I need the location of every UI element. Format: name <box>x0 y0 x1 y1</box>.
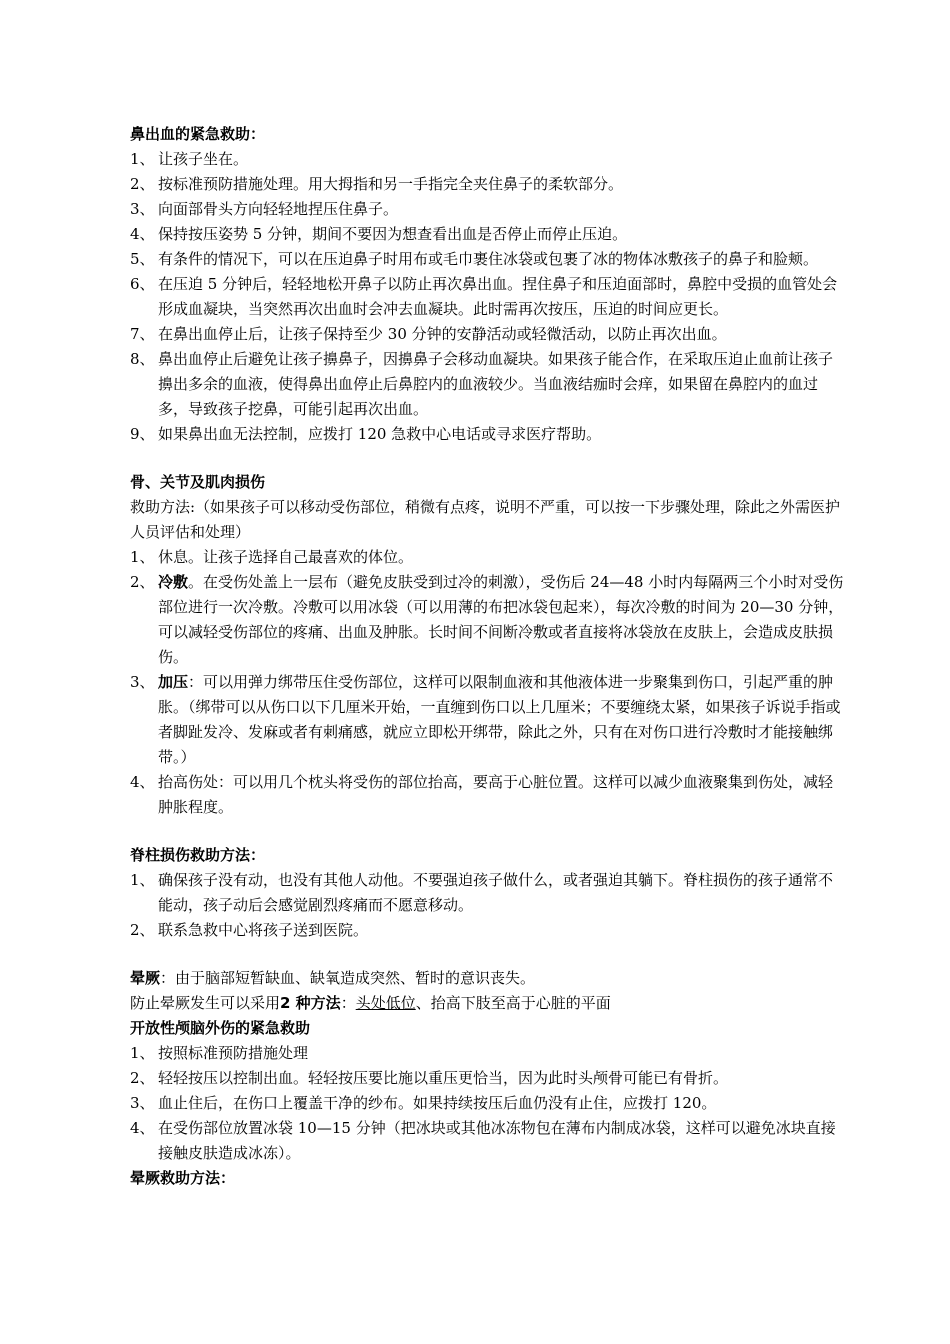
item-number: 5、 <box>130 250 155 268</box>
item-text: 保持按压姿势 5 分钟，期间不要因为想查看出血是否停止而停止压迫。 <box>158 225 628 243</box>
item-number: 3、 <box>130 673 155 691</box>
list-item <box>130 1041 845 1066</box>
list-item <box>130 347 845 422</box>
item-keyword: 冷敷 <box>158 573 189 591</box>
list-item <box>130 272 845 322</box>
list-item <box>130 868 845 918</box>
list-item <box>130 172 845 197</box>
item-number: 1、 <box>130 1044 155 1062</box>
item-text: 让孩子坐在。 <box>158 150 249 168</box>
prevention-prefix: 防止晕厥发生可以采用 <box>130 994 281 1012</box>
item-number: 1、 <box>130 871 155 889</box>
list-item <box>130 1116 845 1166</box>
bone-injury-intro: 救助方法:（如果孩子可以移动受伤部位，稍微有点疼，说明不严重，可以按一下步骤处理，除此之外需医护人员评估和处理） <box>130 498 841 541</box>
item-text: ：可以用弹力绑带压住受伤部位，这样可以限制血液和其他液体进一步聚集到伤口，引起严重的肿胀。（绑带可以从伤口以下几厘米开始，一直缠到伤口以上几厘米；不要缠绕太紧，如果孩子诉说手指或者脚趾发冷、发麻或者有刺痛感，就应立即松开绑带，除此之外，只有在对伤口进行冷敷时才能接触绑带。） <box>158 673 841 766</box>
section-spacer <box>130 820 845 843</box>
prevention-colon: ： <box>340 994 356 1012</box>
item-text: 在受伤部位放置冰袋 10—15 分钟（把冰块或其他冰冻物包在薄布内制成冰袋，这样可以避免冰块直接接触皮肤造成冰冻）。 <box>158 1119 836 1162</box>
list-item <box>130 545 845 570</box>
item-number: 9、 <box>130 425 155 443</box>
section-spacer <box>130 943 845 966</box>
faint-rescue-heading: 晕厥救助方法： <box>130 1169 236 1187</box>
faint-definition-text: ：由于脑部短暂缺血、缺氧造成突然、暂时的意识丧失。 <box>160 969 536 987</box>
item-number: 2、 <box>130 921 155 939</box>
list-item <box>130 770 845 820</box>
item-keyword: 加压 <box>158 673 189 691</box>
list-item <box>130 322 845 347</box>
item-text: 如果鼻出血无法控制，应拨打 120 急救中心电话或寻求医疗帮助。 <box>158 425 602 443</box>
nosebleed-heading: 鼻出血的紧急救助： <box>130 125 266 143</box>
list-item <box>130 422 845 447</box>
spine-injury-heading: 脊柱损伤救助方法： <box>130 846 266 864</box>
item-text: 血止住后，在伤口上覆盖干净的纱布。如果持续按压后血仍没有止住，应拨打 120。 <box>158 1094 717 1112</box>
document-page <box>130 122 845 1191</box>
faint-definition <box>130 966 845 991</box>
item-text: 抬高伤处：可以用几个枕头将受伤的部位抬高，要高于心脏位置。这样可以减少血液聚集到伤处，减轻肿胀程度。 <box>158 773 834 816</box>
item-text: 按照标准预防措施处理 <box>158 1044 309 1062</box>
faint-prevention <box>130 991 845 1016</box>
head-injury-heading: 开放性颅脑外伤的紧急救助 <box>130 1019 311 1037</box>
item-number: 3、 <box>130 200 155 218</box>
item-text: 鼻出血停止后避免让孩子擤鼻子，因擤鼻子会移动血凝块。如果孩子能合作，在采取压迫止血前让孩子擤出多余的血液，使得鼻出血停止后鼻腔内的血液较少。当血液结痂时会痒，如果留在鼻腔内的血过多，导致孩子挖鼻，可能引起再次出血。 <box>158 350 834 418</box>
prevention-underlined: 头处低位 <box>355 994 416 1012</box>
nosebleed-list <box>130 147 845 447</box>
list-item <box>130 1091 845 1116</box>
item-text: 轻轻按压以控制出血。轻轻按压要比施以重压更恰当，因为此时头颅骨可能已有骨折。 <box>158 1069 729 1087</box>
faint-label: 晕厥 <box>130 969 161 987</box>
item-number: 1、 <box>130 548 155 566</box>
item-text: 向面部骨头方向轻轻地捏压住鼻子。 <box>158 200 399 218</box>
item-number: 4、 <box>130 773 155 791</box>
item-number: 2、 <box>130 175 155 193</box>
list-item <box>130 247 845 272</box>
list-item <box>130 570 845 670</box>
item-text: 在鼻出血停止后，让孩子保持至少 30 分钟的安静活动或轻微活动，以防止再次出血。 <box>158 325 727 343</box>
item-number: 2、 <box>130 1069 155 1087</box>
item-number: 7、 <box>130 325 155 343</box>
item-number: 6、 <box>130 275 155 293</box>
item-number: 8、 <box>130 350 155 368</box>
item-number: 2、 <box>130 573 155 591</box>
item-text: 联系急救中心将孩子送到医院。 <box>158 921 369 939</box>
item-text: 在压迫 5 分钟后，轻轻地松开鼻子以防止再次鼻出血。捏住鼻子和压迫面部时，鼻腔中受损的血管处会形成血凝块，当突然再次出血时会冲去血凝块。此时需再次按压，压迫的时间应更长。 <box>158 275 838 318</box>
list-item <box>130 1066 845 1091</box>
bone-injury-heading: 骨、关节及肌肉损伤 <box>130 473 266 491</box>
list-item <box>130 670 845 770</box>
prevention-rest: 、抬高下肢至高于心脏的平面 <box>415 994 611 1012</box>
list-item <box>130 918 845 943</box>
item-text: 有条件的情况下，可以在压迫鼻子时用布或毛巾裹住冰袋或包裹了冰的物体冰敷孩子的鼻子和脸颊。 <box>158 250 819 268</box>
list-item <box>130 222 845 247</box>
item-text: 休息。让孩子选择自己最喜欢的体位。 <box>158 548 414 566</box>
item-number: 1、 <box>130 150 155 168</box>
item-number: 3、 <box>130 1094 155 1112</box>
list-item <box>130 197 845 222</box>
item-number: 4、 <box>130 1119 155 1137</box>
item-text: 按标准预防措施处理。用大拇指和另一手指完全夹住鼻子的柔软部分。 <box>158 175 624 193</box>
prevention-count: 2 种方法 <box>280 994 341 1012</box>
item-number: 4、 <box>130 225 155 243</box>
section-spacer <box>130 447 845 470</box>
item-text: 。在受伤处盖上一层布（避免皮肤受到过冷的刺激），受伤后 24—48 小时内每隔两三个小时对受伤部位进行一次冷敷。冷敷可以用冰袋（可以用薄的布把冰袋包起来），每次冷敷的时间为 20—30 分钟，可以减轻受伤部位的疼痛、出血及肿胀。长时间不间断冷敷或者直接将冰袋放在皮肤上，会造成皮肤损伤。 <box>158 573 844 666</box>
item-text: 确保孩子没有动，也没有其他人动他。不要强迫孩子做什么，或者强迫其躺下。脊柱损伤的孩子通常不能动，孩子动后会感觉剧烈疼痛而不愿意移动。 <box>158 871 834 914</box>
list-item <box>130 147 845 172</box>
